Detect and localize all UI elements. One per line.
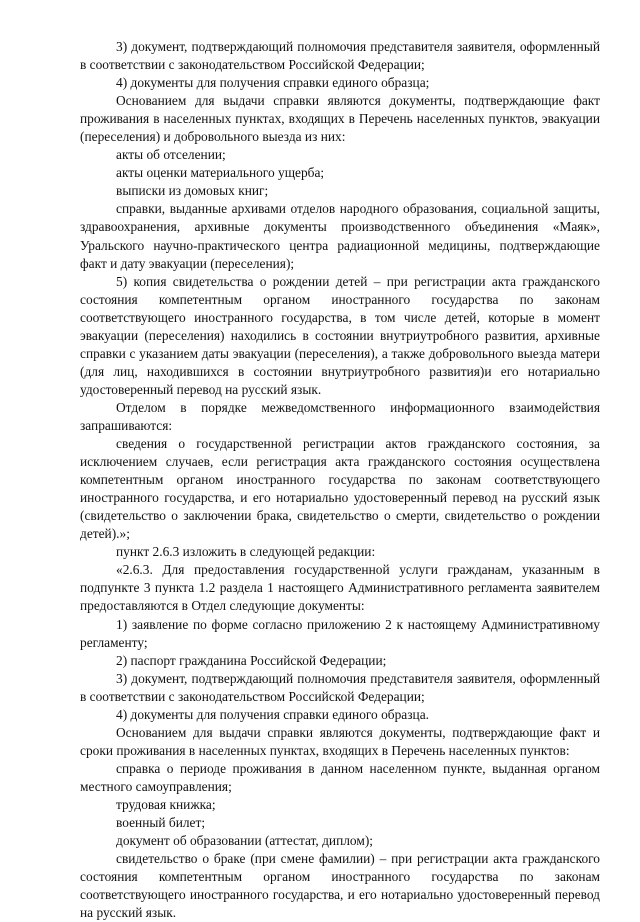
paragraph-representative-document-1: 3) документ, подтверждающий полномочия представителя заявителя, оформленный в соответствии с законодательством Российской Федерации; [80, 39, 600, 73]
paragraph-basis-for-certificate-2: Основанием для выдачи справки являются документы, подтверждающие факт и сроки проживания в населенных пунктах, входящих в Перечень населенных пунктов: [80, 724, 600, 758]
paragraph-birth-certificate-copy: 5) копия свидетельства о рождении детей – при регистрации акта гражданского состояния компетентным органом иностранного государства по законам соответствующего иностранного государства, в том числе детей, которые в момент эвакуации (переселения) находились в состоянии внутриутробного развития, архивные справки с указанием даты эвакуации (переселения), а также добровольного выезда матери (для лиц, находившихся в состоянии внутриутробного развития)и его нотариально удостоверенный перевод на русский язык. [80, 273, 600, 397]
paragraph-clause-2-6-3: «2.6.3. Для предоставления государственной услуги гражданам, указанным в подпункте 3 пункта 1.2 раздела 1 настоящего Административного регламента заявителем предоставляются в Отдел следующие документы: [80, 562, 600, 614]
paragraph-passport: 2) паспорт гражданина Российской Федерации; [116, 652, 387, 668]
document-page [80, 38, 600, 922]
paragraph-civil-registration-info: сведения о государственной регистрации актов гражданского состояния, за исключением случаев, если регистрация акта гражданского состояния осуществлена компетентным органом иностранного государства по законам соответствующего иностранного государства, и его нотариально удостоверенный перевод на русский язык (свидетельство о заключении брака, свидетельство о смерти, свидетельство о рождении детей).»; [80, 436, 600, 542]
paragraph-archive-certificates: справки, выданные архивами отделов народного образования, социальной защиты, здравоохранения, архивные документы производственного объединения «Маяк», Уральского научно-практического центра радиационной медицины, подтверждающие факт и дату эвакуации (переселения); [80, 201, 600, 271]
paragraph-employment-record-book: трудовая книжка; [116, 796, 216, 812]
paragraph-damage-assessment-acts: акты оценки материального ущерба; [116, 165, 325, 181]
paragraph-marriage-certificate: свидетельство о браке (при смене фамилии) – при регистрации акта гражданского состояния компетентным органом иностранного государства по законам соответствующего иностранного государства, и его нотариально удостоверенный перевод на русский язык. [80, 851, 600, 921]
paragraph-residence-period-certificate: справка о периоде проживания в данном населенном пункте, выданная органом местного самоуправления; [80, 760, 600, 794]
paragraph-single-form-documents-2: 4) документы для получения справки единого образца. [116, 706, 429, 722]
paragraph-interagency-request: Отделом в порядке межведомственного информационного взаимодействия запрашиваются: [80, 399, 600, 433]
paragraph-education-document: документ об образовании (аттестат, диплом); [116, 833, 374, 849]
paragraph-house-book-extracts: выписки из домовых книг; [116, 183, 269, 199]
paragraph-amend-clause-2-6-3: пункт 2.6.3 изложить в следующей редакции: [116, 544, 376, 560]
paragraph-application-form: 1) заявление по форме согласно приложению 2 к настоящему Административному регламенту; [80, 616, 600, 650]
paragraph-single-form-documents-1: 4) документы для получения справки единого образца; [116, 75, 430, 91]
paragraph-resettlement-acts: акты об отселении; [116, 147, 226, 163]
paragraph-military-id: военный билет; [116, 815, 206, 831]
paragraph-representative-document-2: 3) документ, подтверждающий полномочия представителя заявителя, оформленный в соответствии с законодательством Российской Федерации; [80, 670, 600, 704]
paragraph-basis-for-certificate-1: Основанием для выдачи справки являются документы, подтверждающие факт проживания в населенных пунктах, входящих в Перечень населенных пунктов, эвакуации (переселения) и добровольного выезда из них: [80, 93, 600, 145]
